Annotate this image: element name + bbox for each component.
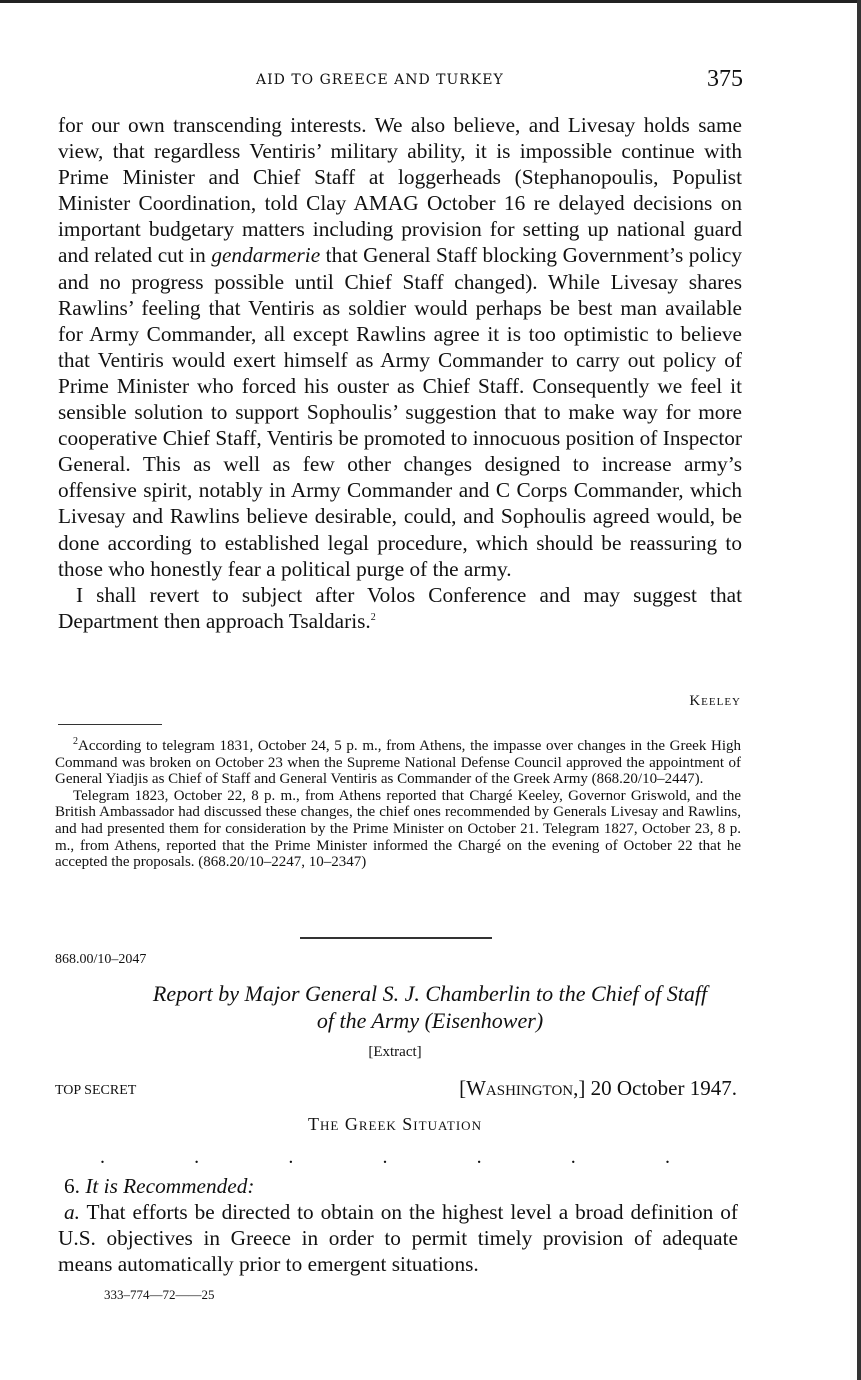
extract-note: [Extract] xyxy=(368,1044,422,1060)
running-head xyxy=(0,66,861,96)
classification: TOP SECRET xyxy=(55,1083,137,1098)
print-code: 333–774—72——25 xyxy=(104,1287,215,1302)
body-paragraph: for our own transcending interests. We also believe, and Livesay holds same view, that regardless Ventiris’ military ability, it is impossible continue with Prime Minister and Chief Staff at loggerheads (Stephanopoulis, Populist Minister Coordination, told Clay AMAG October 16 re delayed decisions on important budgetary matters including provision for setting up national guard and related cut in gendarmerie that General Staff blocking Government’s policy and no progress possible until Chief Staff changed). While Livesay shares Rawlins’ feeling that Ventiris as soldier would perhaps be best man available for Army Commander, all except Rawlins agree it is too optimistic to believe that Ventiris would exert himself as Army Commander to carry out policy of Prime Minister who forced his ouster as Chief Staff. Consequently we feel it sensible solution to support Sophoulis’ suggestion that to make way for more cooperative Chief Staff, Ventiris be promoted to innocuous position of Inspector General. This as well as few other changes designed to increase army’s offensive spirit, notably in Army Commander and C Corps Commander, which Livesay and Rawlins believe desirable, could, and Sophoulis agreed would, be done according to established legal procedure, which should be reassuring to those who honestly fear a political purge of the army. xyxy=(58,113,742,581)
omission-dots: . . . . . . . xyxy=(100,1146,670,1168)
body-paragraph: I shall revert to subject after Volos Conference and may suggest that Department then approach Tsaldaris.$^2$ xyxy=(58,582,742,633)
footnote-reference[interactable]: 2 xyxy=(370,611,376,623)
page-edge xyxy=(857,0,861,1380)
recommendation-item: a. That efforts be directed to obtain on the highest level a broad definition of U.S. objectives in Greece in order to permit timely provision of adequate means automatically prior to emergent situations. xyxy=(58,1200,738,1277)
top-border xyxy=(0,0,861,3)
footnotes xyxy=(55,738,741,871)
place-date: [Washington,] 20 October 1947. xyxy=(459,1076,737,1100)
title-line: of the Army (Eisenhower) xyxy=(316,1008,544,1033)
footnote-paragraph: $^2$According to telegram 1831, October 24, 5 p. m., from Athens, the impasse over changes in the Greek High Command was broken on October 23 when the Supreme National Defense Council approved the appointment of General Yiadjis as Chief of Staff and General Ventiris as Commander of the Greek Army (868.20/10–2447). xyxy=(55,736,741,788)
running-title: AID TO GREECE AND TURKEY xyxy=(256,72,504,88)
section-divider xyxy=(300,937,492,939)
footnote-divider xyxy=(58,724,162,725)
file-number: 868.00/10–2047 xyxy=(55,952,147,967)
signature: Keeley xyxy=(689,693,741,709)
document-title xyxy=(60,980,800,1034)
page-number: 375 xyxy=(707,66,743,92)
italic-term: gendarmerie xyxy=(211,243,321,268)
footnote-marker: 2 xyxy=(73,736,78,747)
recommendation-heading: 6. It is Recommended: xyxy=(64,1174,255,1198)
section-heading: The Greek Situation xyxy=(308,1114,482,1134)
telegram-body xyxy=(58,112,742,634)
report-body xyxy=(58,1173,738,1277)
title-line: Report by Major General S. J. Chamberlin to the Chief of Staff xyxy=(152,981,708,1006)
footnote-paragraph: Telegram 1823, October 22, 8 p. m., from Athens reported that Chargé Keeley, Governor Griswold, and the British Ambassador had discussed these changes, the chief ones recommended by Generals Livesay and Rawlins, and had presented them for consideration by the Prime Minister on October 21. Telegram 1827, October 23, 8 p. m., from Athens, reported that the Prime Minister informed the Chargé on the evening of October 22 that he accepted the proposals. (868.20/10–2247, 10–2347) xyxy=(55,787,741,871)
